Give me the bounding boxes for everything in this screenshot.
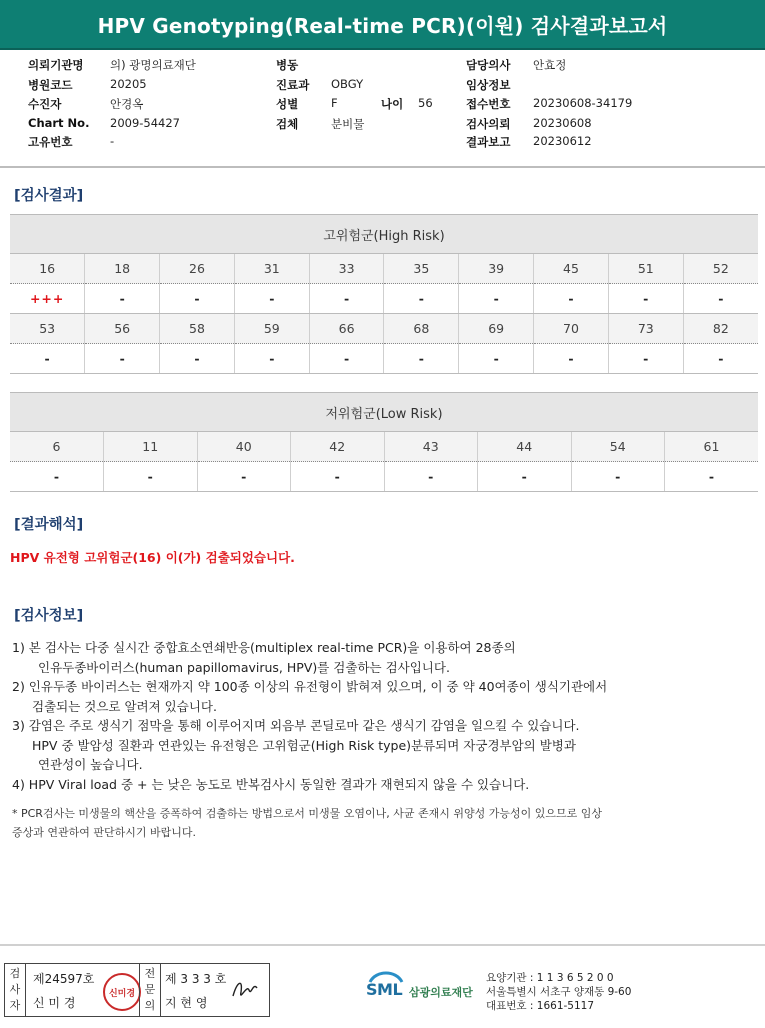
result-cell: - [683, 344, 758, 374]
age-label: 나이 [381, 97, 404, 111]
unique-value: - [110, 134, 115, 148]
hpv-type-cell: 33 [309, 254, 384, 284]
receipt-label: 접수번호 [466, 97, 511, 111]
hpv-type-cell: 58 [160, 314, 235, 344]
note-line: 4) HPV Viral load 중 + 는 낮은 농도로 반복검사시 동일한 결과가 재현되지 않을 수 있습니다. [12, 776, 530, 792]
low-risk-header: 저위험군(Low Risk) [10, 393, 758, 432]
note-line: HPV 중 발암성 질환과 연관있는 유전형은 고위험군(High Risk type)분류되며 자궁경부암의 발병과 [32, 737, 576, 753]
chart-label: Chart No. [28, 116, 90, 130]
sex-value: F [331, 96, 338, 110]
hpv-type-cell: 11 [104, 432, 198, 462]
result-cell: - [665, 462, 759, 492]
result-cell: - [309, 344, 384, 374]
specialist-name: 지 현 영 [165, 996, 208, 1010]
org-code: 요양기관 : 1 1 3 6 5 2 0 0 [486, 972, 614, 984]
institution-value: 의) 광명의료재단 [110, 58, 196, 72]
results-heading: [검사결과] [14, 188, 84, 204]
hpv-type-cell: 43 [384, 432, 478, 462]
result-cell: - [10, 462, 104, 492]
interpretation-heading: [결과해석] [14, 517, 84, 533]
result-cell: - [160, 284, 235, 314]
signature-icon [227, 972, 263, 1008]
org-address: 서울특별시 서초구 양재동 9-60 [486, 986, 632, 998]
hospital-code-value: 20205 [110, 77, 147, 91]
note-line: 연관성이 높습니다. [38, 757, 143, 772]
specimen-label: 검체 [276, 117, 299, 131]
result-cell: - [85, 284, 160, 314]
hpv-type-cell: 44 [478, 432, 572, 462]
result-cell: - [384, 344, 459, 374]
hpv-type-cell: 66 [309, 314, 384, 344]
hpv-type-cell: 51 [608, 254, 683, 284]
hpv-type-cell: 35 [384, 254, 459, 284]
patient-label: 수진자 [28, 97, 62, 111]
result-cell: - [234, 284, 309, 314]
result-cell: - [291, 462, 385, 492]
org-phone: 대표번호 : 1661-5117 [486, 1000, 595, 1012]
hpv-type-cell: 61 [665, 432, 759, 462]
signature-box [4, 963, 270, 1017]
note-line: 1) 본 검사는 다중 실시간 중합효소연쇄반응(multiplex real-time PCR)을 이용하여 28종의 [12, 640, 516, 655]
patient-value: 안경옥 [110, 97, 144, 111]
result-cell: - [234, 344, 309, 374]
hpv-type-cell: 56 [85, 314, 160, 344]
doctor-label: 담당의사 [466, 58, 511, 72]
result-cell: - [459, 344, 534, 374]
footnote-line: 증상과 연관하여 판단하시기 바랍니다. [12, 826, 197, 839]
chart-value: 2009-54427 [110, 116, 180, 130]
result-cell: - [608, 344, 683, 374]
test-info-notes [12, 638, 752, 794]
report-title: HPV Genotyping(Real-time PCR)(이원) 검사결과보고서 [0, 0, 765, 50]
hpv-type-cell: 40 [197, 432, 291, 462]
hpv-type-cell: 73 [608, 314, 683, 344]
dept-value: OBGY [331, 77, 364, 91]
patient-info-panel [0, 48, 765, 168]
result-cell: - [309, 284, 384, 314]
specimen-value: 분비물 [331, 117, 365, 131]
hpv-type-cell: 6 [10, 432, 104, 462]
result-cell: - [384, 284, 459, 314]
hpv-type-cell: 52 [683, 254, 758, 284]
result-cell: - [534, 284, 609, 314]
note-line: 3) 감염은 주로 생식기 점막을 통해 이루어지며 외음부 콘딜로마 같은 생식기 감염을 일으킬 수 있습니다. [12, 718, 580, 733]
report-date-value: 20230612 [533, 134, 592, 148]
high-risk-header: 고위험군(High Risk) [10, 215, 758, 254]
result-cell: - [104, 462, 198, 492]
interpretation-text: HPV 유전형 고위험군(16) 이(가) 검출되었습니다. [10, 550, 295, 565]
hpv-type-cell: 31 [234, 254, 309, 284]
note-line: 2) 인유두종 바이러스는 현재까지 약 100종 이상의 유전형이 밝혀져 있으며, 이 중 약 40여종이 생식기관에서 [12, 679, 608, 694]
note-line: 인유두종바이러스(human papillomavirus, HPV)를 검출하는 검사입니다. [38, 659, 450, 675]
hpv-type-cell: 69 [459, 314, 534, 344]
specialist-license: 제 3 3 3 호 [165, 972, 227, 986]
hpv-type-cell: 26 [160, 254, 235, 284]
unique-label: 고유번호 [28, 135, 73, 149]
result-cell: - [571, 462, 665, 492]
positive-result-cell: +++ [10, 284, 85, 314]
result-cell: - [85, 344, 160, 374]
result-cell: - [608, 284, 683, 314]
hpv-type-cell: 70 [534, 314, 609, 344]
request-label: 검사의뢰 [466, 117, 511, 131]
ward-label: 병동 [276, 58, 299, 72]
hpv-type-cell: 59 [234, 314, 309, 344]
examiner-name: 신 미 경 [33, 996, 76, 1010]
hospital-code-label: 병원코드 [28, 78, 73, 92]
report-date-label: 결과보고 [466, 135, 511, 149]
result-cell: - [10, 344, 85, 374]
examiner-seal-icon: 신미경 [103, 973, 141, 1011]
high-risk-table [10, 214, 758, 374]
sml-logo-text: SML [366, 980, 403, 999]
receipt-value: 20230608-34179 [533, 96, 633, 110]
note-line: 검출되는 것으로 알려져 있습니다. [32, 698, 217, 714]
result-cell: - [197, 462, 291, 492]
dept-label: 진료과 [276, 78, 310, 92]
footnote-line: * PCR검사는 미생물의 핵산을 증폭하여 검출하는 방법으로서 미생물 오염이나, 사균 존재시 위양성 가능성이 있으므로 임상 [12, 807, 602, 820]
request-value: 20230608 [533, 116, 592, 130]
result-cell: - [384, 462, 478, 492]
low-risk-table [10, 392, 758, 492]
org-contact [486, 971, 631, 1013]
hpv-type-cell: 16 [10, 254, 85, 284]
age-value: 56 [418, 96, 433, 110]
result-cell: - [459, 284, 534, 314]
hpv-type-cell: 68 [384, 314, 459, 344]
sex-label: 성별 [276, 97, 299, 111]
result-cell: - [478, 462, 572, 492]
doctor-value: 안효정 [533, 58, 567, 72]
hpv-type-cell: 18 [85, 254, 160, 284]
examiner-license: 제24597호 [33, 972, 95, 986]
org-name: 삼광의료재단 [409, 986, 473, 999]
clinical-label: 임상정보 [466, 78, 511, 92]
examiner-role-label: 검사자 [5, 964, 26, 1016]
report-footer [0, 944, 765, 1028]
test-info-heading: [검사정보] [14, 608, 84, 624]
specialist-role-label: 전문의 [139, 964, 161, 1016]
hpv-type-cell: 42 [291, 432, 385, 462]
hpv-type-cell: 53 [10, 314, 85, 344]
result-cell: - [160, 344, 235, 374]
hpv-type-cell: 82 [683, 314, 758, 344]
result-cell: - [534, 344, 609, 374]
result-cell: - [683, 284, 758, 314]
hpv-type-cell: 54 [571, 432, 665, 462]
hpv-type-cell: 45 [534, 254, 609, 284]
institution-label: 의뢰기관명 [28, 58, 84, 72]
pcr-footnote [12, 804, 752, 842]
hpv-type-cell: 39 [459, 254, 534, 284]
